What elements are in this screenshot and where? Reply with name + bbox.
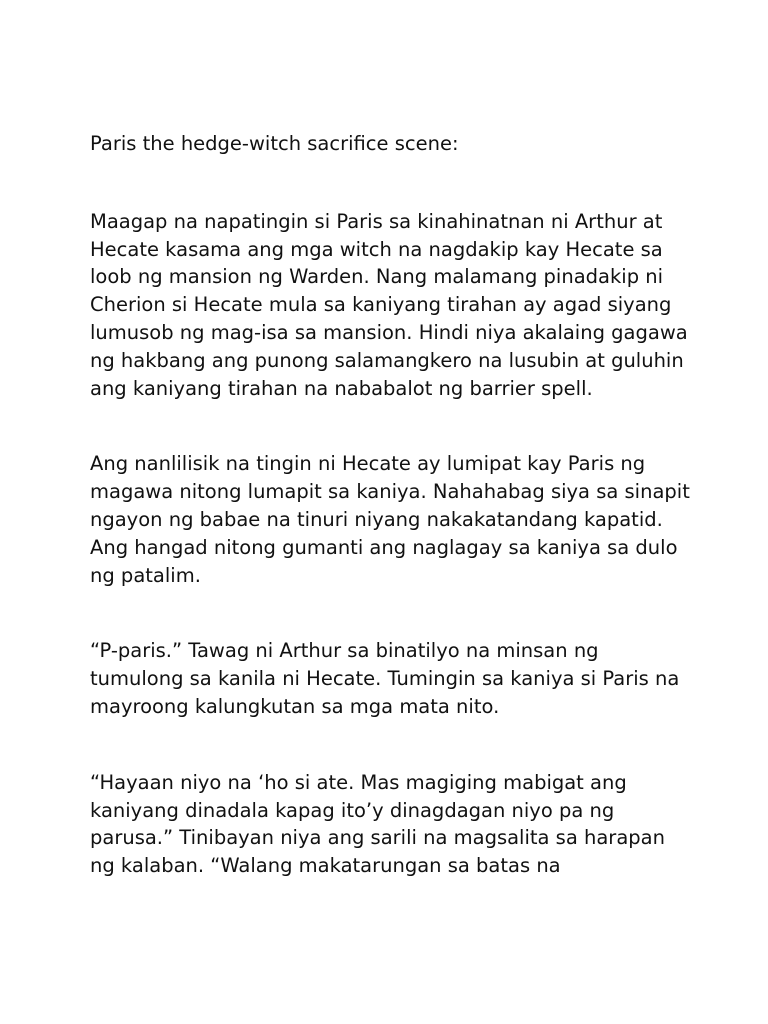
- paragraph-2: Ang nanlilisik na tingin ni Hecate ay lumipat kay Paris ng magawa nitong lumapit sa kaniya. Nahahabag siya sa sinapit ngayon ng babae na tinuri niyang nakakatandang kapatid. Ang hangad nitong gumanti ang naglagay sa kaniya sa dulo ng patalim.: [90, 452, 690, 587]
- paragraph-1: Maagap na napatingin si Paris sa kinahinatnan ni Arthur at Hecate kasama ang mga witch na nagdakip kay Hecate sa loob ng mansion ng Warden. Nang malamang pinadakip ni Cherion si Hecate mula sa kaniyang tirahan ay agad siyang lumusob ng mag-isa sa mansion. Hindi niya akalaing gagawa ng hakbang ang punong salamangkero na lusubin at guluhin ang kaniyang tirahan na nababalot ng barrier spell.: [90, 209, 688, 400]
- document-body: [90, 130, 690, 880]
- paragraph-4: “Hayaan niyo na ‘ho si ate. Mas magiging mabigat ang kaniyang dinadala kapag ito’y dinagdagan niyo pa ng parusa.” Tinibayan niya ang sarili na magsalita sa harapan ng kalaban. “Walang makatarungan sa batas na: [90, 770, 665, 878]
- document-heading: Paris the hedge-witch sacrifice scene:: [90, 132, 459, 155]
- paragraph-3: “P-paris.” Tawag ni Arthur sa binatilyo na minsan ng tumulong sa kanila ni Hecate. Tumingin sa kaniya si Paris na mayroong kalungkutan sa mga mata nito.: [90, 639, 680, 718]
